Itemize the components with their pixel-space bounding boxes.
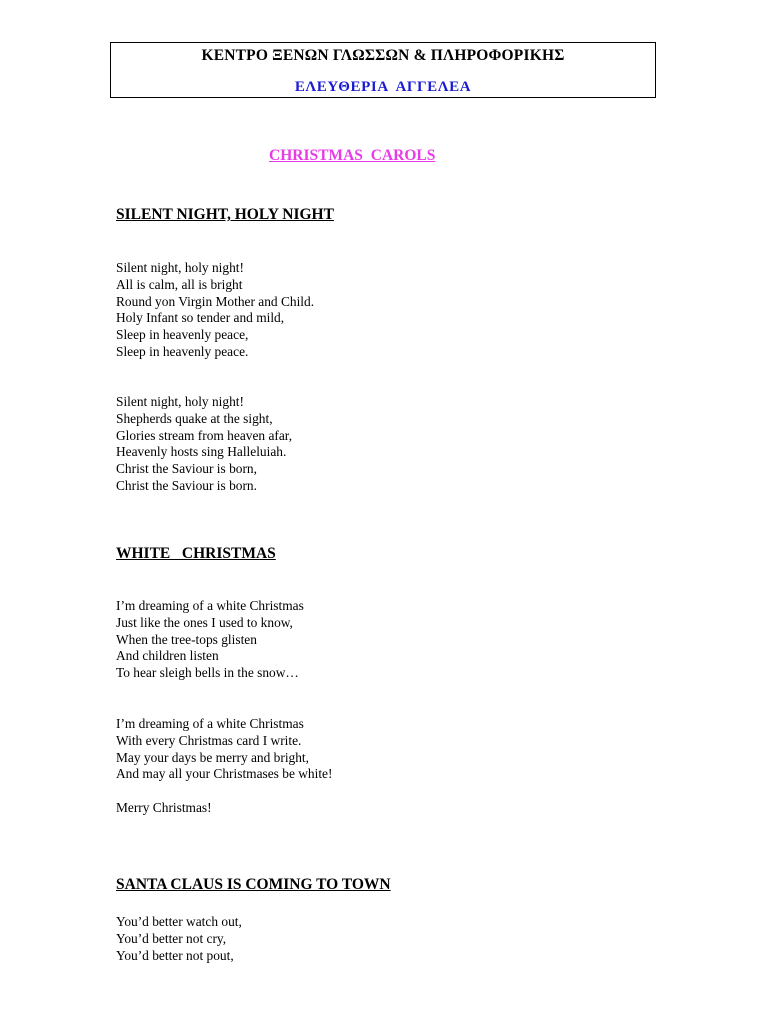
lyric-line: Silent night, holy night!: [116, 260, 244, 275]
lyric-line: May your days be merry and bright,: [116, 749, 310, 765]
lyric-line: I’m dreaming of a white Christmas: [116, 598, 304, 613]
lyric-line: I’m dreaming of a white Christmas: [116, 716, 304, 731]
lyric-line: Heavenly hosts sing Halleluiah.: [116, 444, 287, 460]
teacher-name: ΕΛΕΥΘΕΡΙΑ ΑΓΓΕΛΕΑ: [294, 79, 472, 95]
stanza-white-christmas-1: [116, 598, 304, 682]
lyric-line: Glories stream from heaven afar,: [116, 427, 293, 443]
lyric-line: Just like the ones I used to know,: [116, 614, 293, 630]
stanza-santa-claus-1: [116, 914, 242, 964]
header-box: [110, 42, 656, 98]
lyric-line: All is calm, all is bright: [116, 276, 243, 292]
lyric-line: Holy Infant so tender and mild,: [116, 310, 285, 326]
lyric-line: Silent night, holy night!: [116, 394, 244, 409]
lyric-line: Christ the Saviour is born.: [116, 477, 257, 493]
document-title: CHRISTMAS CAROLS: [269, 147, 436, 164]
stanza-white-christmas-3: [116, 800, 212, 817]
stanza-white-christmas-2: [116, 716, 332, 783]
lyric-line: Sleep in heavenly peace,: [116, 327, 249, 343]
lyric-line: To hear sleigh bells in the snow…: [116, 665, 299, 681]
school-name: ΚΕΝΤΡΟ ΞΕΝΩΝ ΓΛΩΣΣΩΝ & ΠΛΗΡΟΦΟΡΙΚΗΣ: [201, 47, 565, 64]
lyric-line: With every Christmas card I write.: [116, 732, 302, 748]
lyric-line: Round yon Virgin Mother and Child.: [116, 293, 315, 309]
lyric-line: Shepherds quake at the sight,: [116, 410, 273, 426]
lyric-line: And children listen: [116, 648, 219, 664]
song-title-white-christmas: WHITE CHRISTMAS: [116, 545, 276, 562]
lyric-line: Sleep in heavenly peace.: [116, 343, 249, 359]
lyric-line: Merry Christmas!: [116, 800, 212, 815]
lyric-line: You’d better not cry,: [116, 930, 227, 946]
song-title-silent-night: SILENT NIGHT, HOLY NIGHT: [116, 206, 334, 223]
lyric-line: Christ the Saviour is born,: [116, 461, 257, 477]
lyric-line: When the tree-tops glisten: [116, 631, 257, 647]
stanza-silent-night-1: [116, 260, 314, 361]
lyric-line: You’d better watch out,: [116, 914, 242, 929]
lyric-line: And may all your Christmases be white!: [116, 766, 333, 782]
lyric-line: You’d better not pout,: [116, 947, 234, 963]
stanza-silent-night-2: [116, 394, 292, 495]
song-title-santa-claus: SANTA CLAUS IS COMING TO TOWN: [116, 876, 391, 893]
